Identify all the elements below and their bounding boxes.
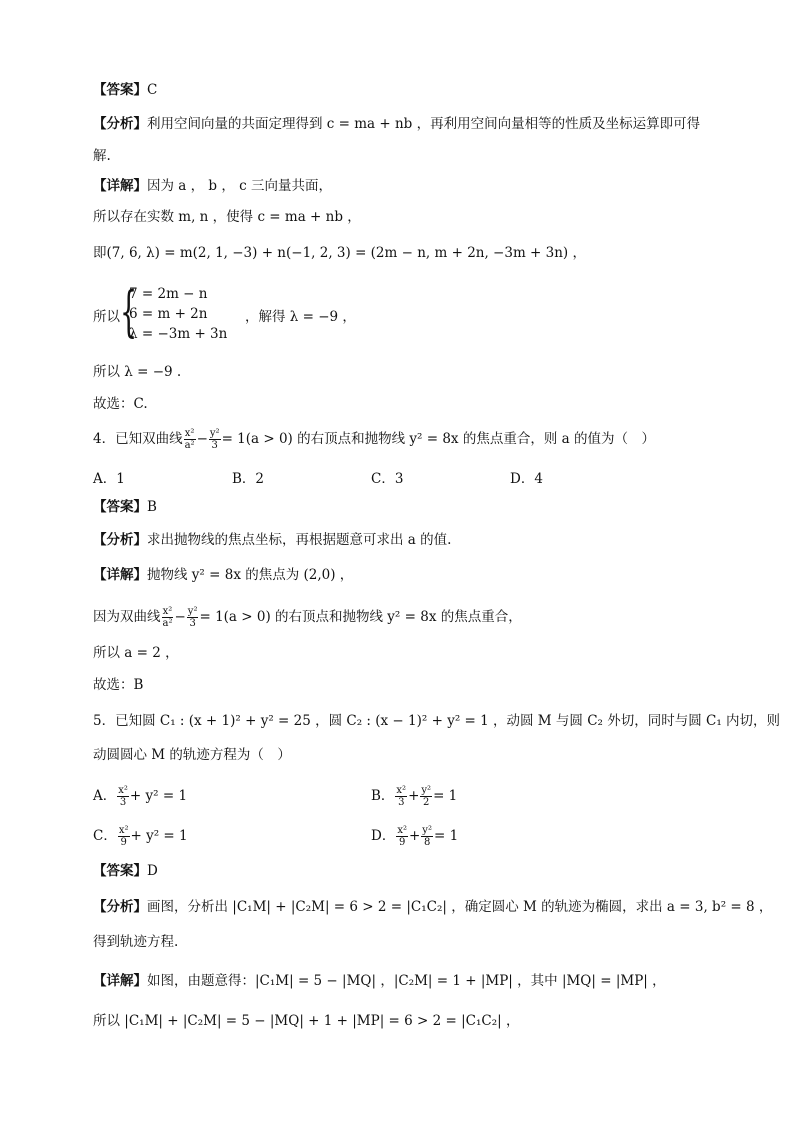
frac-num: x²	[184, 428, 195, 439]
option-rest: + y² = 1	[130, 828, 188, 844]
frac-num: x²	[118, 785, 128, 796]
frac-num: x²	[397, 825, 407, 836]
q3-detail-2: 所以存在实数 m, n ，使得 c = ma + nb ，	[93, 209, 361, 225]
detail-text: 因为 a ， b ， c 三向量共面，	[147, 178, 332, 194]
fraction	[118, 825, 130, 848]
system-eq1: 7 = 2m − n	[129, 286, 208, 302]
option-label: C．	[93, 828, 117, 844]
answer-value: B	[147, 499, 157, 515]
system-tail: ，解得 λ = −9 ，	[245, 309, 356, 325]
q4-option-d: D．4	[510, 471, 543, 487]
option-label: D．	[371, 828, 396, 844]
q5-answer-line	[93, 861, 158, 881]
answer-value: D	[147, 863, 158, 879]
system-equations	[129, 284, 227, 344]
frac-den: a²	[184, 440, 195, 451]
analysis-tag: 【分析】	[93, 532, 147, 548]
q4-stem: 4．已知双曲线 $\frac{\text{x²}}{\text{a²}}$ − $\frac{\text{y²}}{3}$ = 1(a > 0) 的右顶点和抛物线 y² = 8x 的焦点重合，则 a 的值为（ ）	[93, 428, 655, 451]
fraction	[184, 428, 196, 451]
answer-value: C	[147, 82, 158, 98]
fraction	[162, 606, 174, 629]
option-label: B．	[371, 788, 395, 804]
brace-icon: {	[120, 280, 138, 343]
q4-detail-line	[93, 565, 353, 585]
analysis-text: 画图，分析出 |C₁M| + |C₂M| = 6 > 2 = |C₁C₂| ，确定圆心 M 的轨迹为椭圆，求出 a = 3, b² = 8 ，	[147, 899, 773, 915]
q5-option-d: D． $\frac{\text{x²}}{9}$ + $\frac{\text{y²}}{8}$ = 1	[371, 825, 459, 848]
detail-text: 如图，由题意得：|C₁M| = 5 − |MQ| ，|C₂M| = 1 + |MP| ，其中 |MQ| = |MP| ，	[147, 973, 666, 989]
option-rest: = 1	[433, 788, 458, 804]
q3-detail-line	[93, 176, 332, 196]
frac-den: 3	[398, 797, 405, 808]
option-rest: = 1	[433, 828, 459, 844]
answer-tag: 【答案】	[93, 499, 147, 515]
analysis-text: 求出抛物线的焦点坐标，再根据题意可求出 a 的值.	[147, 532, 452, 548]
frac-num: x²	[396, 785, 407, 796]
q5-stem-1: 5．已知圆 C₁ : (x + 1)² + y² = 25 ，圆 C₂ : (x − 1)² + y² = 1 ，动圆 M 与圆 C₂ 外切，同时与圆 C₁ 内切，则	[93, 713, 781, 729]
q4-option-a: A．1	[93, 471, 125, 487]
q5-option-c	[93, 824, 188, 848]
q5-option-b: B． $\frac{\text{x²}}{3}$ + $\frac{\text{y²}}{2}$ = 1	[371, 785, 458, 808]
detail-text: 抛物线 y² = 8x 的焦点为 (2,0) ，	[147, 567, 354, 583]
analysis-tag: 【分析】	[93, 116, 147, 132]
q4-option-c: C．3	[371, 471, 404, 487]
q4-option-b: B．2	[232, 471, 265, 487]
fraction	[420, 785, 432, 808]
system-lead: 所以	[93, 309, 120, 325]
option-label: A．	[93, 788, 117, 804]
detail-tag: 【详解】	[93, 567, 147, 583]
detail-tag: 【详解】	[93, 178, 147, 194]
frac-den: 2	[423, 797, 430, 808]
frac-num: y²	[187, 606, 198, 617]
q4-stem-prefix: 4．已知双曲线	[93, 431, 183, 447]
system-eq3: λ = −3m + 3n	[129, 326, 228, 342]
q4-detail-2-prefix: 因为双曲线	[93, 609, 161, 625]
frac-den: a²	[162, 618, 173, 629]
q3-detail-3: 即(7, 6, λ) = m(2, 1, −3) + n(−1, 2, 3) = (2m − n, m + 2n, −3m + 3n) ，	[93, 245, 586, 261]
q5-detail-line	[93, 971, 666, 991]
q5-analysis-cont: 得到轨迹方程.	[93, 934, 179, 950]
analysis-tag: 【分析】	[93, 899, 147, 915]
q3-answer-line	[93, 80, 157, 100]
option-rest: + y² = 1	[129, 788, 188, 804]
fraction	[421, 825, 433, 848]
answer-tag: 【答案】	[93, 82, 147, 98]
q5-option-a	[93, 784, 187, 808]
q4-analysis-line	[93, 530, 451, 550]
q5-detail-2: 所以 |C₁M| + |C₂M| = 5 − |MQ| + 1 + |MP| = 6 > 2 = |C₁C₂| ，	[93, 1013, 520, 1029]
q4-detail-2: 因为双曲线 $\frac{\text{x²}}{\text{a²}}$ − $\frac{\text{y²}}{3}$ = 1(a > 0) 的右顶点和抛物线 y² = 8x 的焦点重合，	[93, 606, 522, 629]
detail-tag: 【详解】	[93, 973, 147, 989]
q4-choose: 故选：B	[93, 677, 144, 693]
q3-choose: 故选：C.	[93, 396, 148, 412]
frac-den: 3	[211, 440, 218, 451]
answer-tag: 【答案】	[93, 863, 147, 879]
fraction	[395, 785, 407, 808]
frac-num: y²	[209, 428, 220, 439]
q5-stem-2: 动圆圆心 M 的轨迹方程为（ ）	[93, 747, 291, 763]
q4-stem-suffix: = 1(a > 0) 的右顶点和抛物线 y² = 8x 的焦点重合，则 a 的值为（ ）	[221, 431, 655, 447]
frac-num: y²	[421, 785, 432, 796]
frac-den: 8	[423, 837, 431, 848]
q3-detail-4: 所以 λ = −9 .	[93, 364, 182, 380]
frac-den: 9	[120, 837, 127, 848]
frac-den: 9	[398, 837, 406, 848]
analysis-text: 利用空间向量的共面定理得到 c = ma + nb ，再利用空间向量相等的性质及坐标运算即可得	[147, 116, 701, 132]
fraction	[187, 606, 199, 629]
fraction	[209, 428, 221, 451]
frac-num: y²	[422, 825, 432, 836]
frac-den: 3	[189, 618, 196, 629]
frac-num: x²	[162, 606, 173, 617]
q3-analysis-cont: 解.	[93, 148, 111, 164]
frac-num: x²	[118, 825, 129, 836]
q4-detail-3: 所以 a = 2 ，	[93, 645, 179, 661]
system-eq2: 6 = m + 2n	[129, 306, 208, 322]
q4-answer-line	[93, 497, 157, 517]
q4-detail-2-suffix: = 1(a > 0) 的右顶点和抛物线 y² = 8x 的焦点重合，	[199, 609, 522, 625]
frac-den: 3	[119, 797, 127, 808]
q5-analysis-line	[93, 897, 772, 917]
fraction	[117, 785, 129, 808]
q3-analysis-line	[93, 114, 700, 134]
fraction	[396, 825, 408, 848]
